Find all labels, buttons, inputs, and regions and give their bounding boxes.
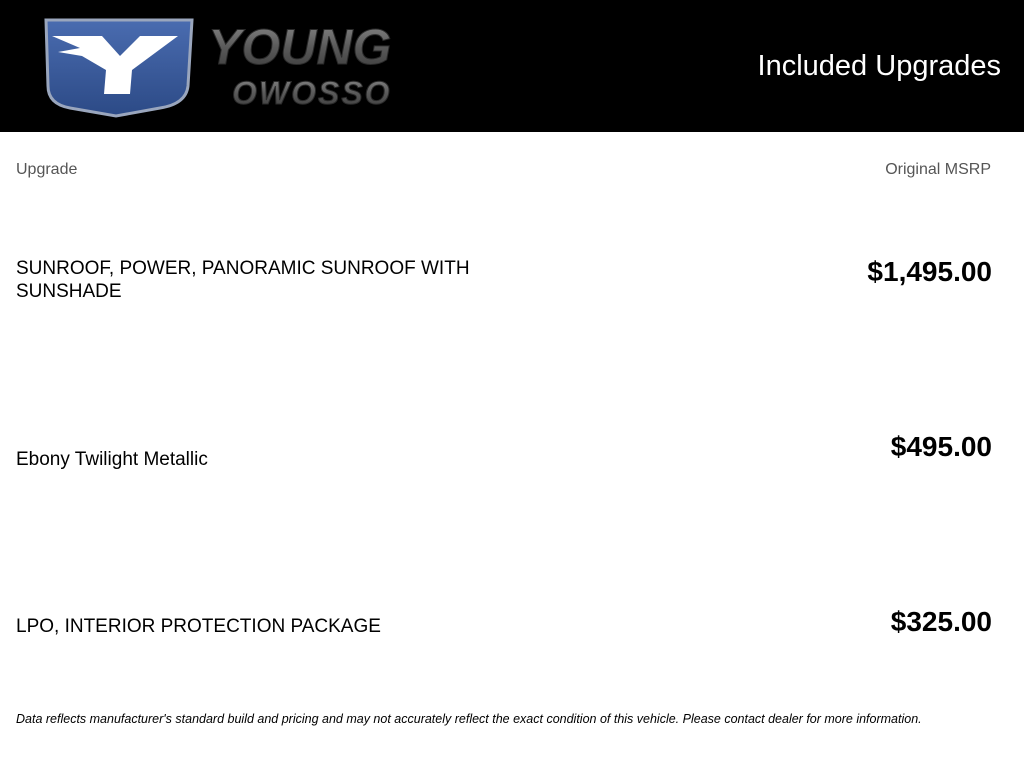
logo-text-owosso: OWOSSO bbox=[232, 75, 392, 111]
upgrade-price: $495.00 bbox=[890, 431, 992, 462]
msrp-column-header: Original MSRP bbox=[885, 161, 991, 178]
upgrade-name: Ebony Twilight Metallic bbox=[16, 449, 208, 470]
young-owosso-logo bbox=[40, 16, 510, 118]
upgrade-name: SUNROOF, POWER, PANORAMIC SUNROOF WITH SUNSHADE bbox=[16, 258, 470, 302]
disclaimer-text: Data reflects manufacturer's standard build and pricing and may not accurately reflect the exact condition of this vehicle. Please contact dealer for more information. bbox=[16, 712, 922, 726]
page-title: Included Upgrades bbox=[757, 50, 1001, 82]
upgrade-name: LPO, INTERIOR PROTECTION PACKAGE bbox=[16, 616, 381, 637]
upgrade-column-header: Upgrade bbox=[16, 161, 78, 178]
header-bar bbox=[0, 0, 1024, 132]
upgrade-price: $325.00 bbox=[890, 606, 992, 637]
upgrade-price: $1,495.00 bbox=[867, 256, 992, 287]
logo-text-young: YOUNG bbox=[208, 19, 392, 75]
